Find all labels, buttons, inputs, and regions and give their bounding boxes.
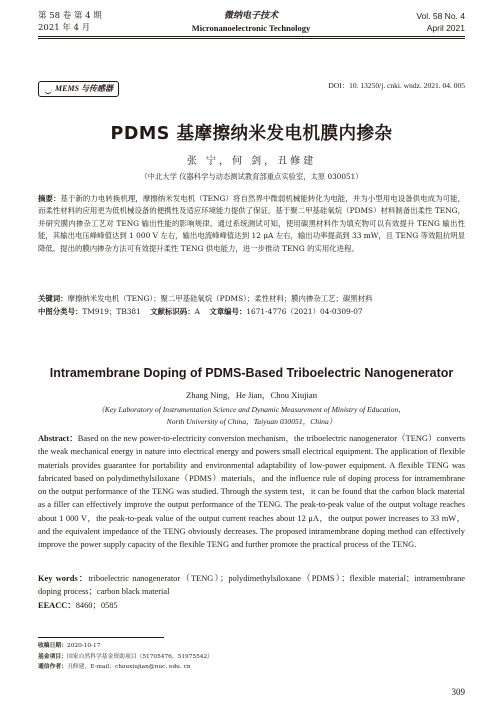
footnote-received [38,641,465,652]
footnote-rule [38,637,164,638]
journal-name-en: Micronanoelectronic Technology [191,23,311,33]
footnotes [38,641,465,673]
en-title: Intramembrane Doping of PDMS-Based Triboelectric Nanogenerator [49,366,454,380]
journal-name-zh: 微纳电子技术 [223,11,278,21]
doc-code-value: A [194,307,200,316]
clc-value: TM919；TB381 [82,307,141,316]
zh-keywords-label: 关键词： [38,294,68,303]
volume-issue-en: Vol. 58 No. 4 [416,11,465,21]
fund-label: 基金项目： [38,653,67,660]
eeacc-label: EEACC： [38,601,76,610]
zh-affiliation: （中北大学 仪器科学与动态测试教育部重点实验室，太原 030051） [140,172,363,181]
en-keywords-label: Key words： [38,574,89,583]
article-no-label: 文章编号： [209,307,247,316]
received-label: 收稿日期： [38,643,67,649]
doi[interactable]: DOI：10. 13250/j. cnki. wndz. 2021. 04. 005 [328,81,465,90]
en-keywords [38,572,465,599]
zh-abstract [38,193,465,255]
date-zh: 2021 年 4 月 [38,23,91,33]
author-value[interactable]: 丑修建，E-mail：chouxiujian@nuc. edu. cn [67,664,191,670]
zh-keywords-text: 摩擦纳米发电机（TENG）；聚二甲基硅氧烷（PDMS）；柔性材料；膜内掺杂工艺；碳黑材料 [67,294,373,303]
doc-code-label: 文献标识码： [150,307,195,316]
column-tag-label: MEMS 与传感器 [55,84,114,93]
en-abstract-label: Abstract： [38,434,78,443]
volume-issue-zh: 第 58 卷 第 4 期 [38,11,102,21]
en-abstract [38,432,465,552]
header-volume-zh [38,10,102,34]
date-en: April 2021 [426,23,465,33]
en-affiliation-line-1: （Key Laboratory of Instrumentation Science and Dynamic Measurement of Ministry of Education， [97,405,406,414]
eeacc-value: 8460；0585 [75,601,118,610]
column-tag [38,81,119,97]
en-keywords-text: triboelectric nanogenerator（TENG）；polydimethylsiloxane（PDMS）；flexible material；intramembrane doping process；carbon black material [38,574,465,597]
header-journal [140,10,362,34]
zh-abstract-text: 基于新的力电转换机理，摩擦纳米发电机（TENG）将自然界中微弱机械能转化为电能，并为小型用电设备供电成为可能，而柔性材料的应用更为低机械设备的便携性及适应环境能力提供了保证。基于聚二甲基硅氧烷（PDMS）材料制备出柔性 TENG，并研究膜内掺杂工艺对 TENG 输出性能的影响规律。通过系统测试可知，使用碳黑材料作为填充物可以有效提升 TENG 输出性能，其输出电压峰峰值达到 1 000 V 左右，输出电流峰峰值达到 12 μA 左右，输出功率提高到 33 mW，且 TENG 等效阻抗明显降低。提出的膜内掺杂方法可有效提升柔性 TENG 供电能力，进一步推动 TENG 的实用化进程。 [38,194,465,253]
header-rule-top [38,36,465,37]
zh-authors: 张 宁，何 剑，丑修建 [186,156,317,167]
header-rule-bottom [38,38,465,39]
header-volume-en [416,10,465,34]
en-abstract-text: Based on the new power-to-electricity conversion mechanism，the triboelectric nanogenerator（TENG）converts the weak mechanical energy in nature into electrical energy and powers small electrical equipment. The application of flexible materials provides guarantee for portability and environmental adaptability of low-power equipment. A flexible TENG was fabricated based on polydimethylsiloxane（PDMS）materials，and the influence rule of doping process for intramembrane on the output performance of the TENG was studied. Through the system test，it can be found that the carbon black material as a filler can effectively improve the output performance of the TENG. The peak-to-peak value of the output voltage reaches about 1 000 V，the peak-to-peak value of the output current reaches about 12 μA，the output power increases to 33 mW，and the equivalent impedance of the TENG obviously decreases. The proposed intramembrane doping method can effectively improve the power supply capacity of the flexible TENG and further promote the practical process of the TENG. [38,434,465,550]
clc-label: 中图分类号： [38,307,83,316]
zh-classification [38,306,465,318]
fund-value: 国家自然科学基金资助项目（51705476，51975542） [67,653,213,660]
footnote-fund [38,652,465,663]
en-affiliation-line-2: North University of China，Taiyuan 030051，China） [166,417,337,426]
author-label: 通信作者： [38,664,67,670]
page-number: 309 [451,687,465,697]
en-authors: Zhang Ning，He Jian，Chou Xiujian [185,390,318,400]
received-value: 2020-10-17 [67,643,101,649]
en-affiliation [0,404,503,428]
zh-title: PDMS 基摩擦纳米发电机膜内掺杂 [110,124,393,144]
en-eeacc [38,599,465,612]
footnote-author [38,662,465,673]
zh-abstract-label: 摘要： [38,194,61,203]
wave-icon [44,85,52,94]
article-no-value: 1671-4776（2021）04-0309-07 [246,307,363,316]
zh-keywords [38,293,465,305]
